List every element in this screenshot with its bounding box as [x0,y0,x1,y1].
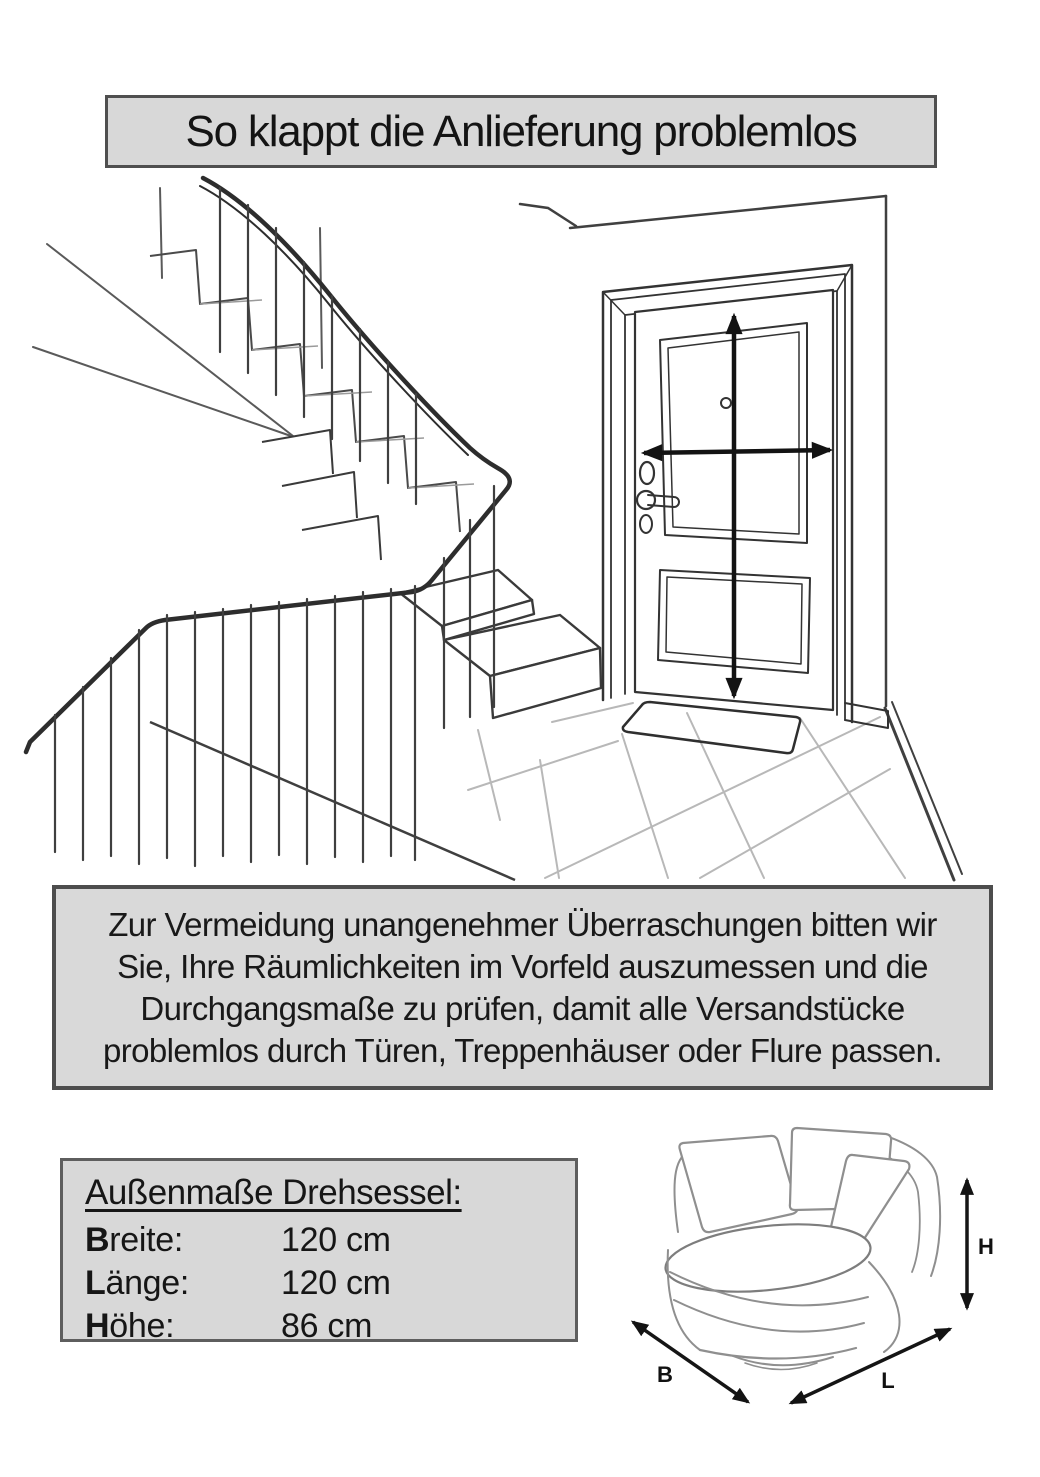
swivel-chair-illustration [600,1095,1040,1477]
chair-width-arrow [633,1322,748,1402]
dimension-row-hoehe [85,1305,575,1348]
notice-line: Sie, Ihre Räumlichkeiten im Vorfeld auszumessen und die [117,947,928,985]
door-mat [623,702,800,753]
wall-corner-lines [33,188,322,436]
dimension-row-laenge [85,1262,575,1305]
dimensions-heading: Außenmaße Drehsessel: [85,1173,462,1212]
floor-tiles [468,703,905,878]
notice-line: Durchgangsmaße zu prüfen, damit alle Versandstücke [140,989,905,1027]
stair-floor-edge [150,722,515,880]
chair-sketch [662,1128,940,1370]
landing-steps [262,430,601,718]
handrail [26,178,510,752]
dimension-value: 86 cm [281,1307,373,1345]
dimension-label: öhe: [109,1307,175,1345]
front-door [603,265,888,753]
chair-width-label: B [657,1362,673,1387]
horizontal-measure-arrow [644,450,830,453]
chair-height-label: H [978,1234,994,1259]
dimension-label-initial: B [85,1221,110,1259]
chair-length-label: L [881,1368,895,1393]
notice-line: Zur Vermeidung unangenehmer Überraschungen bitten wir [108,905,937,943]
measure-notice-box [52,885,993,1090]
chair-measure-arrows [633,1180,967,1403]
dimension-value: 120 cm [281,1264,391,1302]
dimension-label: reite: [109,1221,184,1259]
dimensions-box [60,1158,578,1345]
balusters-lower [55,586,415,866]
dimension-label: änge: [105,1264,190,1302]
notice-line: problemlos durch Türen, Treppenhäuser oder Flure passen. [103,1031,942,1069]
page-title: So klappt die Anlieferung problemlos [185,106,857,156]
title-banner [105,95,937,168]
dimension-label-initial: H [85,1307,110,1345]
hallway-illustration [0,172,1040,884]
dimension-label-initial: L [85,1264,106,1302]
dimension-value: 120 cm [281,1221,391,1259]
upper-stairs-steps [150,250,474,532]
chair-length-arrow [791,1329,950,1403]
dimension-row-breite [85,1219,575,1262]
